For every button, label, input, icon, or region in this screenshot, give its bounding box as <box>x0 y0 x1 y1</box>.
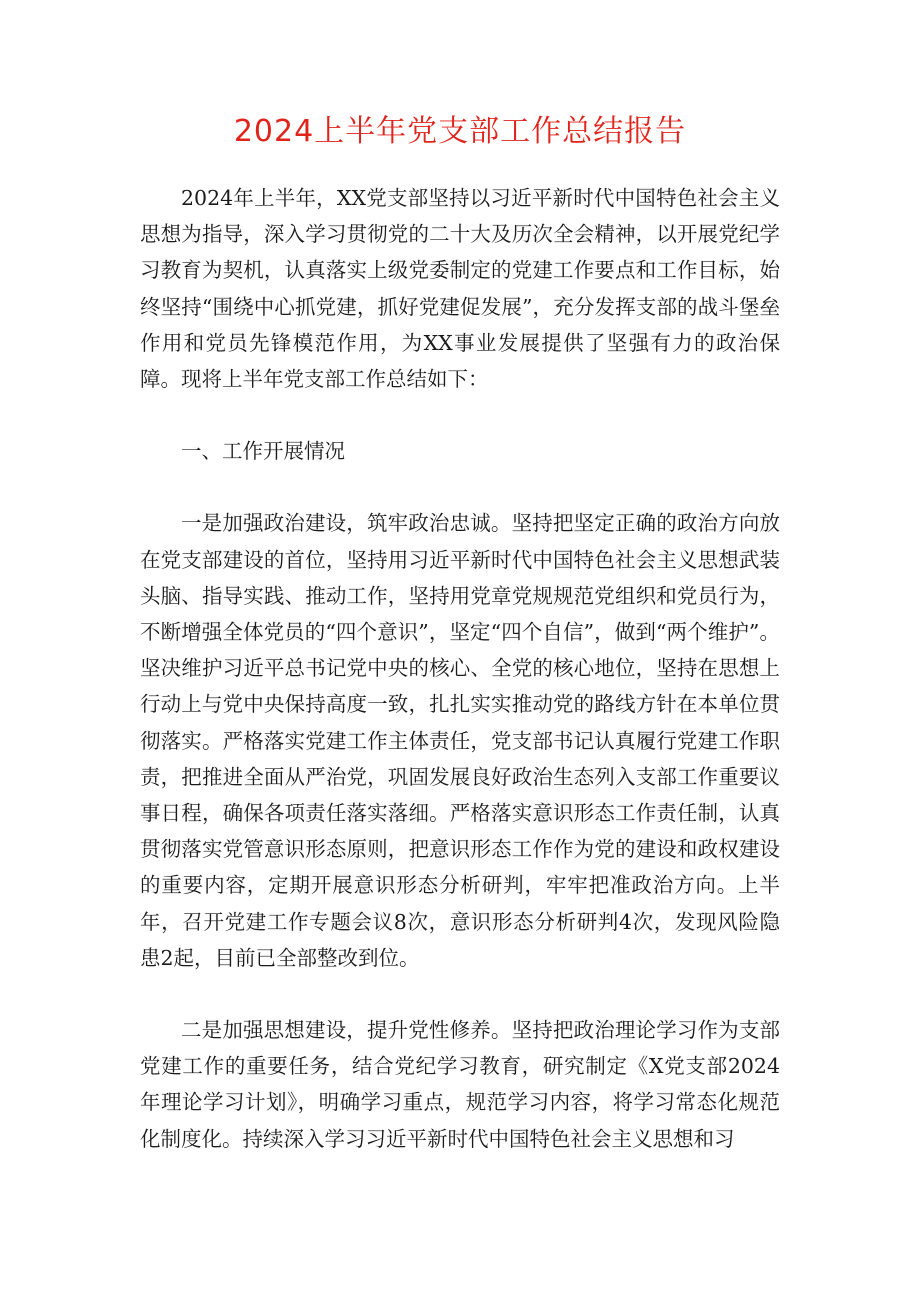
section-heading: 一、工作开展情况 <box>181 439 345 464</box>
page-title: 2024上半年党支部工作总结报告 <box>233 114 687 149</box>
paragraph-ideological-construction: 二是加强思想建设，提升党性修养。坚持把政治理论学习作为支部党建工作的重要任务，结合党纪学习教育，研究制定《X党支部2024年理论学习计划》，明确学习重点，规范学习内容，将学习常态化规范化制度化。持续深入学习习近平新时代中国特色社会主义思想和习 <box>140 1018 780 1151</box>
paragraph-political-construction: 一是加强政治建设，筑牢政治忠诚。坚持把坚定正确的政治方向放在党支部建设的首位，坚持用习近平新时代中国特色社会主义思想武装头脑、指导实践、推动工作，坚持用党章党规规范党组织和党员行为，不断增强全体党员的“四个意识”，坚定“四个自信”，做到“两个维护”。坚决维护习近平总书记党中央的核心、全党的核心地位，坚持在思想上行动上与党中央保持高度一致，扎扎实实推动党的路线方针在本单位贯彻落实。严格落实党建工作主体责任，党支部书记认真履行党建工作职责，把推进全面从严治党，巩固发展良好政治生态列入支部工作重要议事日程，确保各项责任落实落细。严格落实意识形态工作责任制，认真贯彻落实党管意识形态原则，把意识形态工作作为党的建设和政权建设的重要内容，定期开展意识形态分析研判，牢牢把准政治方向。上半年，召开党建工作专题会议8次，意识形态分析研判4次，发现风险隐患2起，目前已全部整改到位。 <box>140 511 780 970</box>
intro-paragraph: 2024年上半年，XX党支部坚持以习近平新时代中国特色社会主义思想为指导，深入学习贯彻党的二十大及历次全会精神，以开展党纪学习教育为契机，认真落实上级党委制定的党建工作要点和工作目标，始终坚持“围绕中心抓党建，抓好党建促发展”，充分发挥支部的战斗堡垒作用和党员先锋模范作用，为XX事业发展提供了坚强有力的政治保障。现将上半年党支部工作总结如下： <box>140 186 780 392</box>
document-body <box>140 180 780 1193</box>
